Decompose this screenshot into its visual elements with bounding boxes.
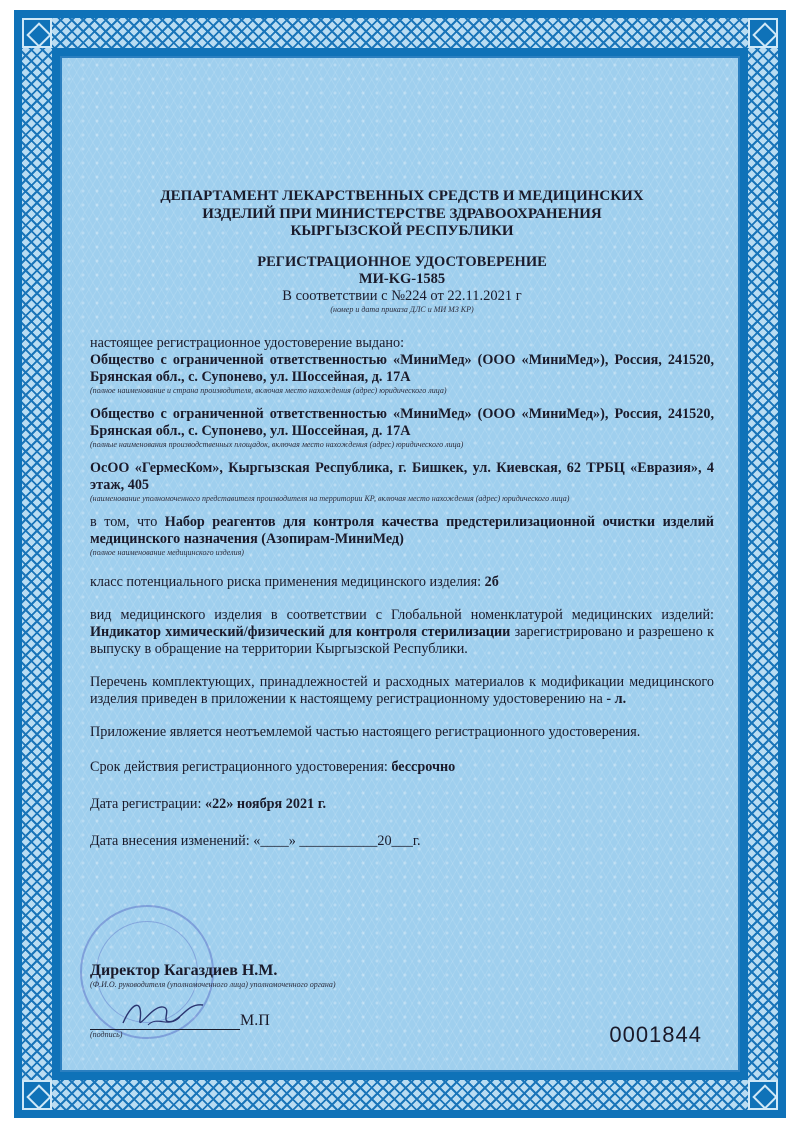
seal-label: М.П	[240, 1012, 270, 1029]
authorized-representative: ОсОО «ГермесКом», Кыргызская Республика, г. Бишкек, ул. Киевская, 62 ТРБЦ «Евразия», 4 этаж, 405	[90, 459, 714, 493]
order-reference: В соответствии с №224 от 22.11.2021 г	[282, 287, 522, 304]
signatory-name: Директор Кагаздиев Н.М.	[90, 962, 278, 979]
ornament-border-left	[22, 48, 52, 1080]
manufacturer-note: (полное наименование и страна производителя, включая место нахождения (адрес) юридического лица)	[90, 385, 447, 395]
ornament-border-right	[748, 48, 778, 1080]
issued-section	[90, 335, 714, 504]
product-section: в том, что Набор реагентов для контроля качества предстерилизационной очистки изделий медицинского назначения (Азопирам-МиниМед) (полное наименование медицинского изделия)	[90, 513, 714, 557]
certificate-title-block	[90, 254, 714, 315]
signatory-note: (Ф.И.О. руководителя (уполномоченного лица) уполномоченного органа)	[90, 980, 336, 989]
corner-ornament-icon	[748, 18, 778, 48]
issued-intro: настоящее регистрационное удостоверение выдано:	[90, 334, 405, 351]
corner-ornament-icon	[22, 18, 52, 48]
production-site: Общество с ограниченной ответственностью «МиниМед» (ООО «МиниМед»), Россия, 241520, Брянская обл., с. Супонево, ул. Шоссейная, д. 17А	[90, 405, 714, 439]
corner-ornament-icon	[748, 1080, 778, 1110]
certificate-body	[90, 188, 714, 850]
manufacturer: Общество с ограниченной ответственностью «МиниМед» (ООО «МиниМед»), Россия, 241520, Брянская обл., с. Супонево, ул. Шоссейная, д. 17А	[90, 351, 714, 385]
risk-class: класс потенциального риска применения медицинского изделия: 2б	[90, 573, 499, 590]
registration-date: Дата регистрации: «22» ноября 2021 г.	[90, 795, 327, 812]
appendix-statement: Приложение является неотъемлемой частью настоящего регистрационного удостоверения.	[90, 723, 641, 740]
product-name: Набор реагентов для контроля качества предстерилизационной очистки изделий медицинского назначения (Азопирам-МиниМед)	[90, 513, 714, 547]
serial-number: 0001844	[609, 1022, 702, 1047]
changes-date: Дата внесения изменений: «____» ___________20___г.	[90, 832, 421, 849]
certificate-number: МИ-KG-1585	[358, 270, 446, 287]
validity-period: Срок действия регистрационного удостоверения: бессрочно	[90, 758, 456, 775]
representative-note: (наименование уполномоченного представителя производителя на территории КР, включая место нахождения (адрес) юридического лица)	[90, 493, 570, 503]
components-list: Перечень комплектующих, принадлежностей и расходных материалов к модификации медицинского изделия приведен в приложении к настоящему регистрационному удостоверению на - л.	[90, 673, 714, 707]
device-kind: вид медицинского изделия в соответствии с Глобальной номенклатурой медицинских изделий: Индикатор химический/физический для контроля стерилизации зарегистрировано и разрешено к выпуску в обращение на территории Кыргызской Республики.	[90, 606, 714, 657]
product-name-note: (полное наименование медицинского изделия)	[90, 547, 244, 557]
order-note: (номер и дата приказа ДЛС и МИ МЗ КР)	[330, 304, 474, 314]
signature-note: (подпись)	[90, 1030, 123, 1039]
handwritten-signature-icon	[118, 995, 208, 1035]
corner-ornament-icon	[22, 1080, 52, 1110]
production-site-note: (полные наименования производственных площадок, включая место нахождения (адрес) юридического лица)	[90, 439, 464, 449]
certificate-title: РЕГИСТРАЦИОННОЕ УДОСТОВЕРЕНИЕ	[257, 253, 547, 270]
ornament-border-bottom	[22, 1080, 778, 1110]
ornament-border-top	[22, 18, 778, 48]
issuing-authority: ДЕПАРТАМЕНТ ЛЕКАРСТВЕННЫХ СРЕДСТВ И МЕДИЦИНСКИХ ИЗДЕЛИЙ ПРИ МИНИСТЕРСТВЕ ЗДРАВООХРАНЕНИЯ КЫРГЫЗСКОЙ РЕСПУБЛИКИ	[160, 188, 644, 239]
